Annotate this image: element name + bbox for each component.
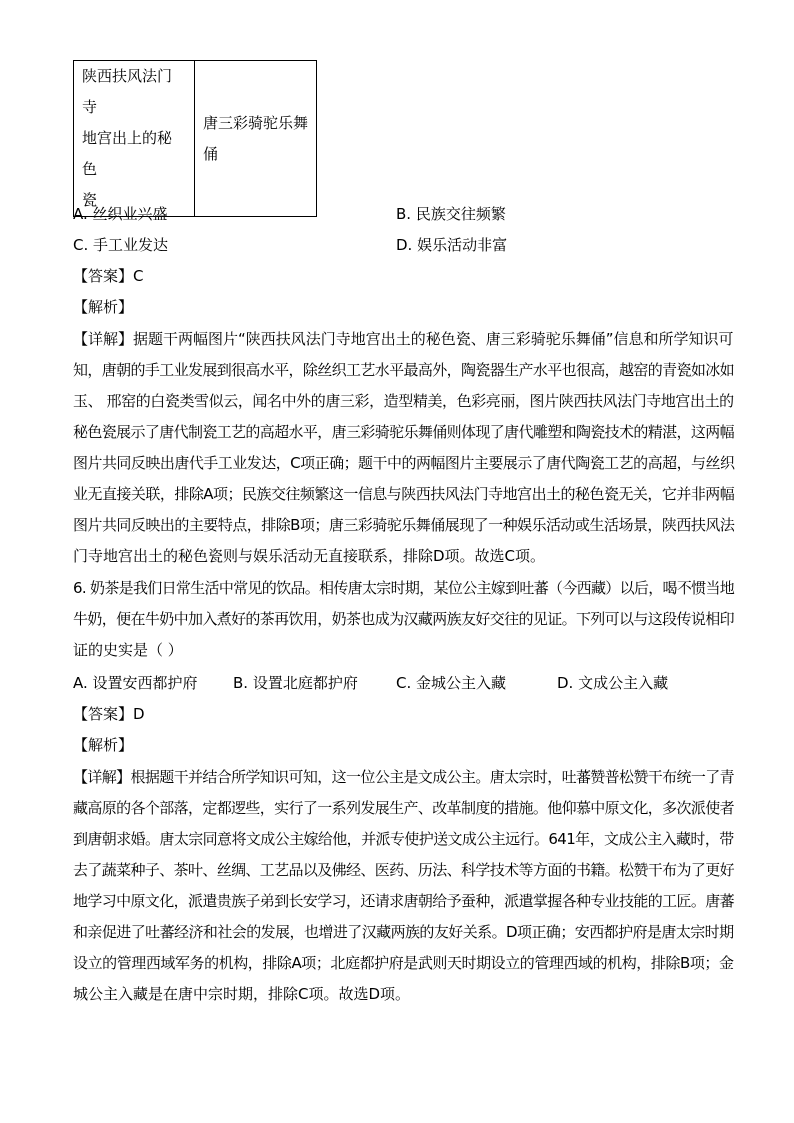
cell-line: 俑: [203, 144, 219, 163]
q5-detail-line: 【详解】据题干两幅图片“陕西扶风法门寺地宫出土的秘色瓷、唐三彩骑驼乐舞俑”信息和所学知识可: [73, 330, 734, 348]
q6-detail-line: 到唐朝求婚。唐太宗同意将文成公主嫁给他，并派专使护送文成公主远行。641年，文成公主入藏时，带: [73, 830, 734, 848]
image-caption-table: [73, 60, 317, 217]
q6-detail-line: 【详解】根据题干并结合所学知识可知，这一位公主是文成公主。唐太宗时，吐蕃赞普松赞干布统一了青: [73, 768, 735, 786]
cell-line: 瓷: [82, 191, 98, 209]
q5-detail-line: 秘色瓷展示了唐代制瓷工艺的高超水平，唐三彩骑驼乐舞俑则体现了唐代雕塑和陶瓷技术的精湛，这两幅: [73, 423, 735, 441]
q6-option-a: A. 设置安西都护府: [73, 674, 198, 692]
q5-answer: 【答案】C: [73, 267, 144, 285]
q6-detail-line: 设立的管理西域军务的机构，排除A项；北庭都护府是武则天时期设立的管理西域的机构，排除B项；金: [73, 954, 734, 972]
q5-detail-line: 图片共同反映出唐代手工业发达，C项正确；题干中的两幅图片主要展示了唐代陶瓷工艺的高超，与丝织: [73, 454, 735, 472]
q6-stem-line: 证的史实是（ ）: [73, 641, 183, 659]
q6-option-c: C. 金城公主入藏: [396, 674, 507, 692]
q5-detail-line: 业无直接关联，排除A项；民族交往频繁这一信息与陕西扶风法门寺地宫出土的秘色瓷无关，它并非两幅: [73, 485, 735, 503]
q6-detail-line: 和亲促进了吐蕃经济和社会的发展，也增进了汉藏两族的友好关系。D项正确；安西都护府是唐太宗时期: [73, 923, 734, 941]
q5-detail-line: 知，唐朝的手工业发展到很高水平，除丝织工艺水平最高外，陶瓷器生产水平也很高，越窑的青瓷如冰如: [73, 361, 735, 379]
q6-option-d: D. 文成公主入藏: [557, 674, 669, 692]
q6-detail-line: 城公主入藏是在唐中宗时期，排除C项。故选D项。: [73, 985, 411, 1003]
cell-line: 唐三彩骑驼乐舞: [203, 113, 309, 132]
table-cell-famen-temple: [74, 61, 195, 217]
table-cell-tang-sancai: [195, 61, 317, 217]
q5-detail-line: 玉、 邢窑的白瓷类雪似云，闻名中外的唐三彩，造型精美，色彩亮丽，图片陕西扶风法门寺地宫出土的: [73, 392, 734, 410]
q5-option-d: D. 娱乐活动非富: [396, 236, 508, 254]
cell-line: 陕西扶风法门寺: [82, 67, 173, 116]
q5-option-b: B. 民族交往频繁: [396, 205, 506, 223]
q5-detail-line: 门寺地宫出土的秘色瓷则与娱乐活动无直接联系，排除D项。故选C项。: [73, 547, 546, 565]
q5-detail-line: 图片共同反映出的主要特点，排除B项；唐三彩骑驼乐舞俑展现了一种娱乐活动或生活场景，陕西扶风法: [73, 516, 735, 534]
q6-detail-line: 去了蔬菜种子、茶叶、丝绸、工艺品以及佛经、医药、历法、科学技术等方面的书籍。松赞干布为了更好: [73, 861, 735, 879]
q6-analysis-tag: 【解析】: [73, 736, 134, 754]
q6-option-b: B. 设置北庭都护府: [233, 674, 358, 692]
q6-stem-line: 6. 奶茶是我们日常生活中常见的饮品。相传唐太宗时期，某位公主嫁到吐蕃（今西藏）以后，喝不惯当地: [73, 579, 735, 597]
q6-detail-line: 地学习中原文化，派遣贵族子弟到长安学习，还请求唐朝给予蚕种，派遣掌握各种专业技能的工匠。唐蕃: [73, 892, 735, 910]
q6-detail-line: 藏高原的各个部落，定都逻些，实行了一系列发展生产、改革制度的措施。他仰慕中原文化，多次派使者: [73, 799, 735, 817]
cell-line: 地宫出上的秘色: [82, 129, 173, 178]
q5-analysis-tag: 【解析】: [73, 298, 134, 316]
q5-option-a: A. 丝织业兴盛: [73, 205, 168, 223]
q6-stem-line: 牛奶，便在牛奶中加入煮好的茶再饮用，奶茶也成为汉藏两族友好交往的见证。下列可以与这段传说相印: [73, 610, 735, 628]
q6-answer: 【答案】D: [73, 705, 145, 723]
q5-option-c: C. 手工业发达: [73, 236, 169, 254]
